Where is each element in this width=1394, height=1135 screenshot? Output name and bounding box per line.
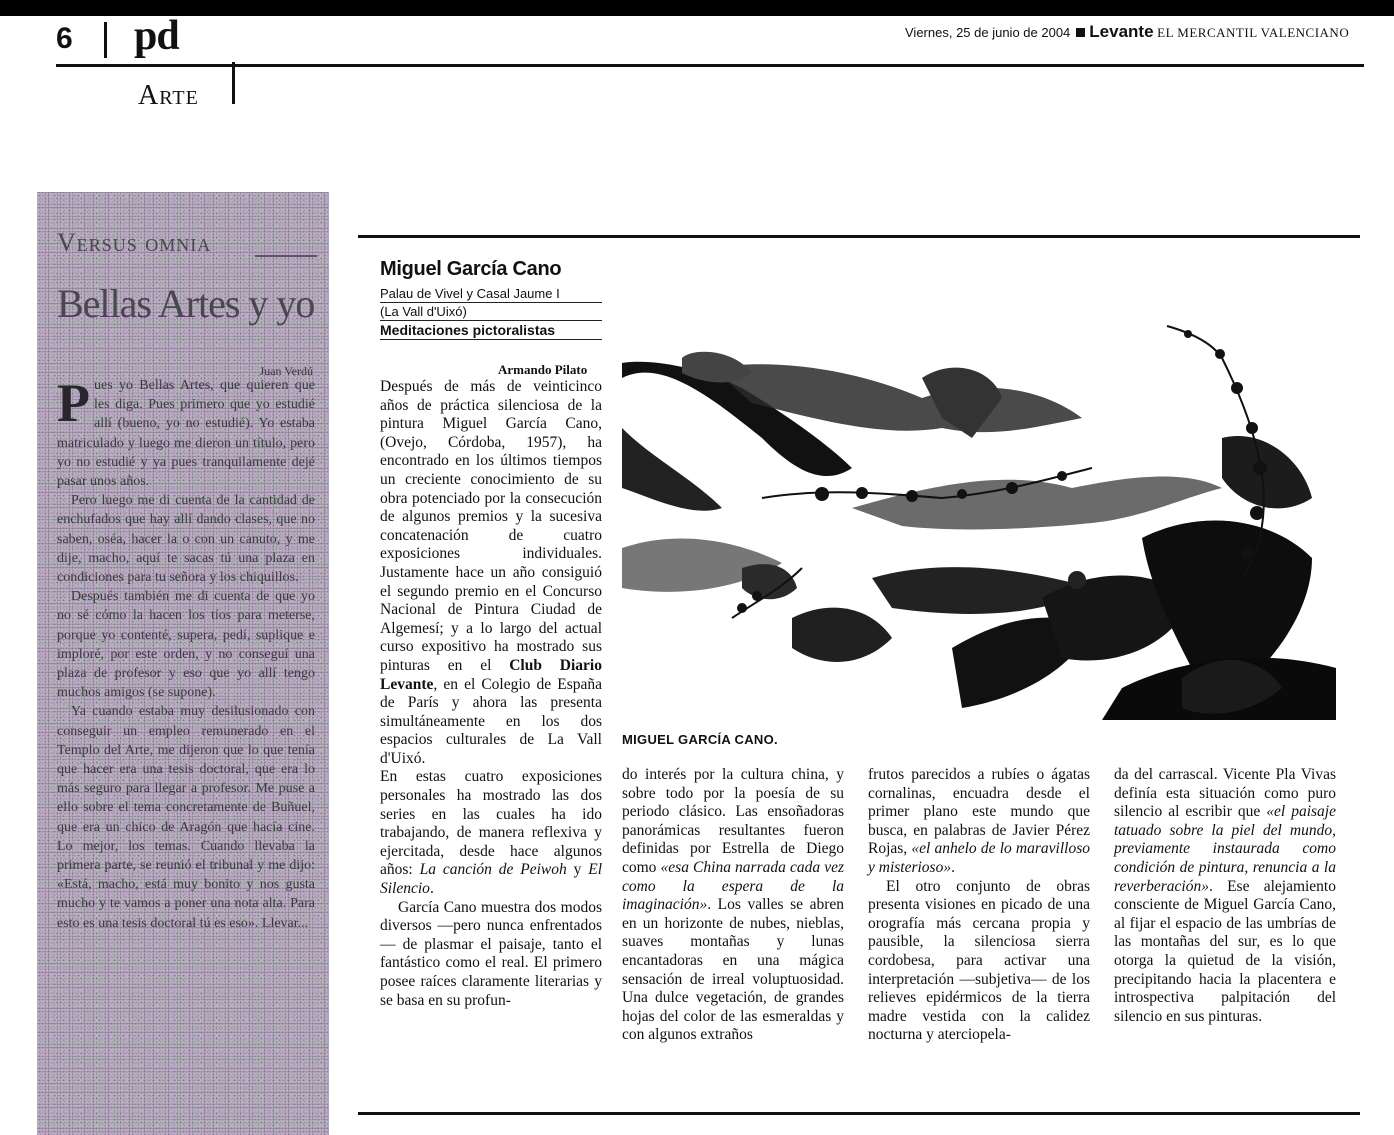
dateline: [905, 22, 1349, 42]
article-paragraph: frutos parecidos a rubíes o ágatas cornalinas, encuadra desde el primer plano este mundo que busca, en palabras de Javier Pérez Rojas, «el anhelo de lo maravilloso y misterioso».: [868, 766, 1090, 876]
article-paragraph: da del carrascal. Vicente Pla Vivas definía esta situación como puro silencio al escribir que «el paisaje tatuado sobre la piel del mundo, previamente instaurada como condición de pintura, renuncia a la reverberación». Ese alejamiento consciente de Miguel García Cano, al fijar el espacio de las umbrías de las montañas del sur, es lo que otorga la quietud de la visión, precipitando hacia la placentera e introspectiva palpitación del silencio en sus pinturas.: [1114, 766, 1336, 1025]
article-column-3: [868, 766, 1090, 1045]
header-divider: [104, 22, 107, 58]
column-author: Juan Verdú: [259, 364, 313, 378]
article-top-rule: [358, 235, 1360, 238]
exhibition-title: Meditaciones pictoralistas: [380, 320, 602, 340]
column-paragraph: Pero luego me di cuenta de la cantidad de enchufados que hay allí dando clases, que no saben, oséa, hacer la o con un canuto, y me dije, macho, aquí te sacas tú una plaza en condiciones para tu señora y los chiquillos.: [57, 493, 315, 586]
article-paragraph: En estas cuatro exposiciones personales ha mostrado las dos series en las cuales ha ido trabajando, de manera reflexiva y ejercitada, desde hace algunos años: La canción de Peiwoh y El Silencio.: [380, 768, 603, 898]
section-divider: [232, 62, 235, 104]
article-paragraph: Después de más de veinticinco años de práctica silenciosa de la pintura Miguel García Cano, (Ovejo, Córdoba, 1957), ha encontrado en los últimos tiempos un creciente conocimiento de su obra potenciado por la consecución de algunos premios y la sucesiva concatenación de cuatro exposiciones individuales. Justamente hace un año consiguió el segundo premio en el Concurso Nacional de Pintura Ciudad de Algemesí; y a lo largo del actual curso expositivo ha mostrado sus pinturas en el Club Diario Levante, en el Colegio de España de París y ahora las presenta simultáneamente en los dos espacios culturales de La Vall d'Uixó.: [380, 378, 602, 767]
page-number: 6: [56, 22, 73, 55]
column-kicker: Versus omnia: [57, 228, 212, 257]
column-paragraph: Ya cuando estaba muy desilusionado con conseguir un empleo remunerado en el Templo del Arte, me dijeron que lo que tenía que hacer era una tesis doctoral, que era lo más seguro para llegar a profesor. Me puse a ello sobre el tema concretamente de Buñuel, que era un chico de Aragón que hacía cine. Lo mejor, los temas. Cuando llevaba la primera parte, se reunió el tribunal y me dijo: «Está, macho, está muy bonito y nos gusta mucho y te vamos a poner una nota alta. Para esto es una tesis doctoral tú es eso». Llevar...: [57, 704, 315, 931]
newspaper-subtitle: EL MERCANTIL VALENCIANO: [1157, 25, 1350, 40]
venue-location: (La Vall d'Uixó): [380, 302, 602, 320]
dropcap: P: [57, 373, 90, 433]
newspaper-name: Levante: [1089, 22, 1154, 41]
issue-date: Viernes, 25 de junio de 2004: [905, 25, 1071, 40]
top-black-band: [0, 0, 1394, 16]
exhibition-info: [380, 258, 602, 340]
photo-caption: MIGUEL GARCÍA CANO.: [622, 732, 778, 747]
article-column-2: [622, 766, 844, 1045]
column-body: [57, 373, 315, 933]
article-bottom-rule: [358, 1112, 1360, 1115]
painting-illustration: [622, 318, 1336, 720]
article-column-1: [380, 378, 602, 1010]
column-paragraph: Después también me di cuenta de que yo no sé cómo la hacen los tíos para meterse, porque yo contenté, supera, pedí, suplique e imploré, por este orden, y no conseguí una plaza de profesor y eso que yo allí tengo muchos amigos (se supone).: [57, 589, 315, 701]
section-label: Arte: [138, 80, 199, 111]
square-bullet-icon: [1076, 28, 1085, 37]
artist-name: Miguel García Cano: [380, 258, 562, 280]
header-rule: [56, 64, 1364, 67]
article-paragraph: do interés por la cultura china, y sobre todo por la poesía de su periodo clásico. Las ensoñadoras panorámicas resultantes fueron definidas por Estrella de Diego como «esa China narrada cada vez como la espera de la imaginación». Los valles se abren en un horizonte de nubes, nieblas, suaves montañas y lunas encantadoras en una mágica sensación de irreal voluptuosidad. Una dulce vegetación, de grandes hojas del color de las esmeraldas y con algunos extraños: [622, 766, 845, 1044]
painting-photo: [622, 318, 1336, 720]
article-column-4: [1114, 766, 1336, 1026]
kicker-rule: [255, 255, 317, 257]
byline: Armando Pilato: [498, 362, 588, 377]
column-headline: Bellas Artes y yo: [57, 281, 315, 326]
article-paragraph: El otro conjunto de obras presenta visiones en picado de una orografía más cercana propia y pausible, la silenciosa sierra cordobesa, para activar una interpretación —subjetiva— de los relieves epidérmicos de la tierra madre vestida con la calidez nocturna y aterciopela-: [868, 877, 1090, 1044]
opinion-column: [37, 192, 329, 1135]
supplement-logo: pd: [134, 13, 179, 59]
article-paragraph: García Cano muestra dos modos diversos —pero nunca enfrentados— de plasmar el paisaje, tanto el fantástico como el real. El primero posee raíces claramente literarias y se basa en su profun-: [380, 898, 602, 1009]
venue: Palau de Vivel y Casal Jaume I: [380, 286, 560, 301]
column-paragraph: Pues yo Bellas Artes, que quieren que les diga. Pues primero que yo estudié allí (bueno, yo no estudié). Yo estaba matriculado y luego me dieron un título, pero yo no estudié y ya pues tranquilamente dejé pasar unos años.: [57, 373, 315, 490]
